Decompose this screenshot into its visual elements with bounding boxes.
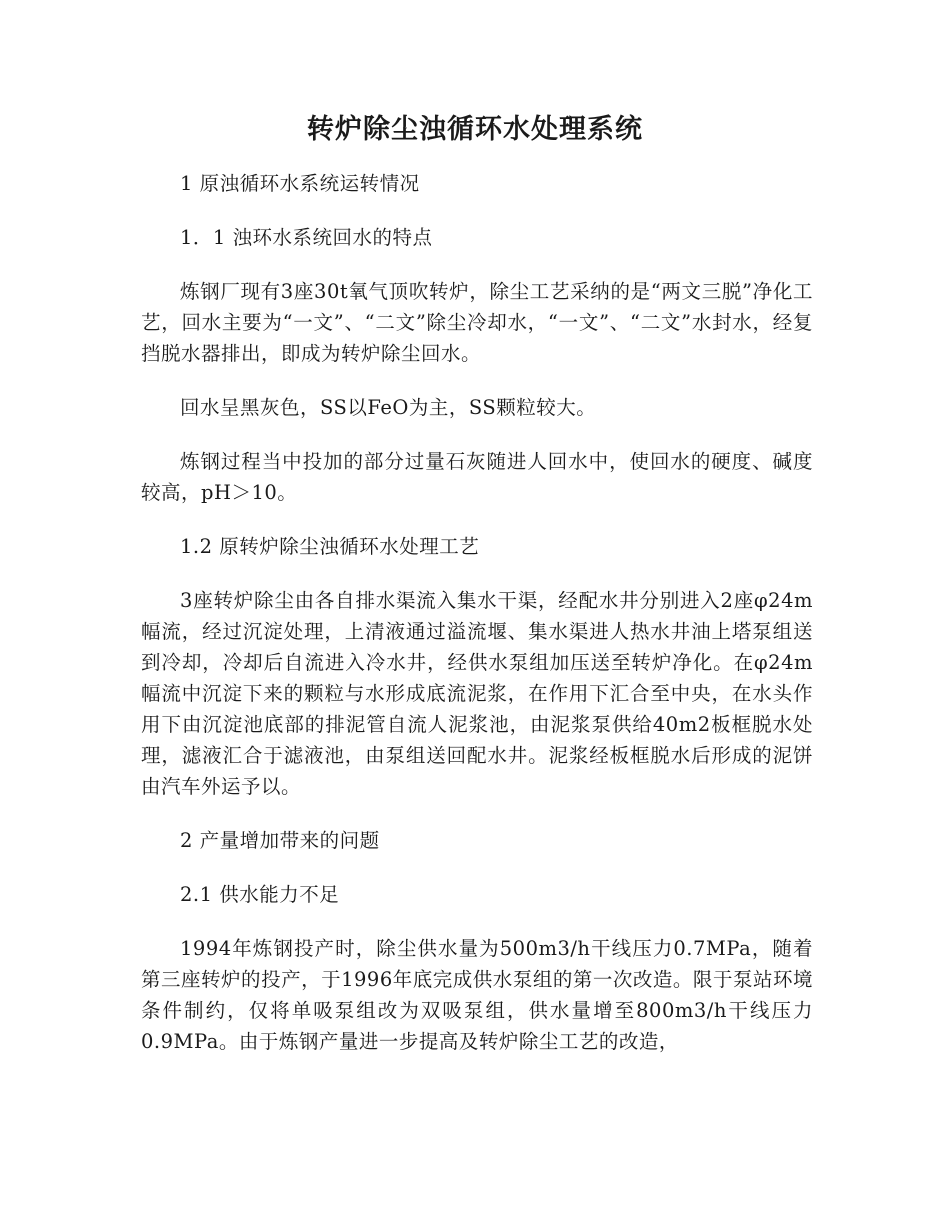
document-title: 转炉除尘浊循环水处理系统 bbox=[307, 114, 643, 145]
heading-1: 1 原浊循环水系统运转情况 bbox=[180, 172, 420, 195]
heading-2: 2 产量增加带来的问题 bbox=[180, 829, 380, 852]
paragraph-supply-capacity: 1994年炼钢投产时，除尘供水量为500m3/h干线压力0.7MPa，随着第三座转炉的投产，于1996年底完成供水泵组的第一次改造。限于泵站环境条件制约，仅将单吸泵组改为双吸泵组，供水量增至800m3/h干线压力0.9MPa。由于炼钢产量进一步提高及转炉除尘工艺的改造， bbox=[141, 937, 813, 1053]
paragraph-backwater-hardness: 炼钢过程当中投加的部分过量石灰随进人回水中，使回水的硬度、碱度较高，pH＞10。 bbox=[141, 450, 813, 504]
paragraph-process: 3座转炉除尘由各自排水渠流入集水干渠，经配水井分别进入2座φ24m幅流，经过沉淀处理，上清液通过溢流堰、集水渠进人热水井油上塔泵组送到冷却，冷却后自流进入冷水井，经供水泵组加压送至转炉净化。在φ24m幅流中沉淀下来的颗粒与水形成底流泥浆，在作用下汇合至中央，在水头作用下由沉淀池底部的排泥管自流人泥浆池，由泥浆泵供给40m2板框脱水处理，滤液汇合于滤液池，由泵组送回配水井。泥浆经板框脱水后形成的泥饼由汽车外运予以。 bbox=[141, 589, 813, 798]
document-body bbox=[141, 168, 813, 1057]
paragraph-backwater-color: 回水呈黑灰色，SS以FeO为主，SS颗粒较大。 bbox=[180, 396, 597, 419]
heading-1-2: 1.2 原转炉除尘浊循环水处理工艺 bbox=[180, 535, 480, 558]
heading-1-1: 1．1 浊环水系统回水的特点 bbox=[180, 226, 433, 249]
heading-2-1: 2.1 供水能力不足 bbox=[180, 883, 340, 906]
paragraph-backwater-source: 炼钢厂现有3座30t氧气顶吹转炉，除尘工艺采纳的是“两文三脱”净化工艺，回水主要为“一文”、“二文”除尘冷却水，“一文”、“二文”水封水，经复挡脱水器排出，即成为转炉除尘回水。 bbox=[141, 280, 813, 365]
